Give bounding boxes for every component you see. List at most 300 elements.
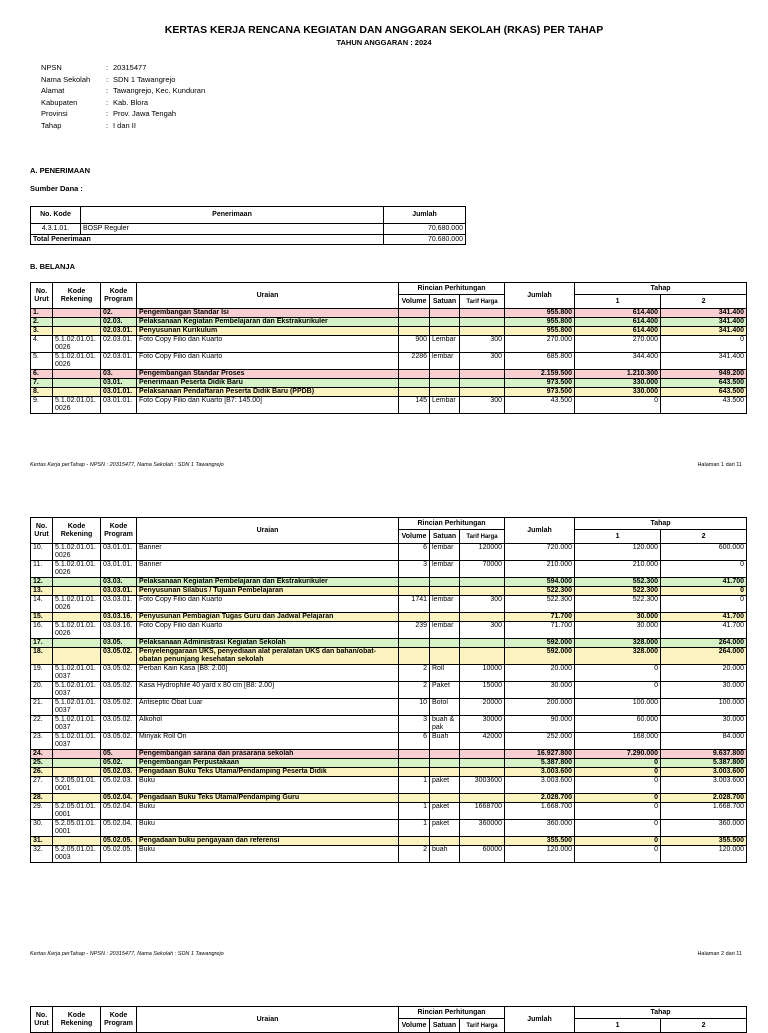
- uraian-cell: Pengembangan Perpustakaan: [137, 759, 399, 768]
- table-row: [31, 682, 747, 699]
- jumlah-cell: 685.800: [505, 353, 575, 370]
- kode-rekening-cell: 5.2.05.01.01.0003: [53, 846, 101, 863]
- jumlah-cell: 3.003.600: [505, 768, 575, 777]
- kode-program-cell: 02.: [101, 309, 137, 318]
- identity-key: Alamat: [41, 86, 65, 95]
- jumlah-cell: 1.668.700: [505, 803, 575, 820]
- kode-rekening-cell: 5.2.05.01.01.0001: [53, 820, 101, 837]
- header-tarif-harga: Tarif Harga: [460, 530, 505, 544]
- jumlah-cell: 2.159.500: [505, 370, 575, 379]
- kode-rekening-cell: [53, 370, 101, 379]
- satuan-cell: [430, 768, 460, 777]
- kode-rekening-cell: 5.1.02.01.01.0037: [53, 716, 101, 733]
- jumlah-cell: 2.028.700: [505, 794, 575, 803]
- tarif-harga-cell: [460, 587, 505, 596]
- tahap-1-cell: 0: [575, 665, 661, 682]
- table-row: [31, 846, 747, 863]
- kode-program-cell: 05.02.05.: [101, 837, 137, 846]
- kode-program-cell: 03.03.01.: [101, 587, 137, 596]
- kode-rekening-cell: [53, 327, 101, 336]
- no-urut-cell: 28.: [31, 794, 53, 803]
- uraian-cell: Pelaksanaan Administrasi Kegiatan Sekolah: [137, 639, 399, 648]
- header-tahap-1: 1: [575, 1019, 661, 1033]
- identity-key: NPSN: [41, 63, 62, 72]
- no-urut-cell: 7.: [31, 379, 53, 388]
- uraian-cell: Foto Copy Filio dan Kuarto [B7: 145.00]: [137, 397, 399, 414]
- uraian-cell: Pelaksanaan Kegiatan Pembelajaran dan Ekstrakurikuler: [137, 578, 399, 587]
- table-row: [31, 379, 747, 388]
- uraian-cell: Pengembangan sarana dan prasarana sekolah: [137, 750, 399, 759]
- uraian-cell: Banner: [137, 544, 399, 561]
- header-jumlah: Jumlah: [505, 283, 575, 309]
- uraian-cell: Pelaksanaan Pendaftaran Peserta Didik Baru (PPDB): [137, 388, 399, 397]
- kode-program-cell: 03.: [101, 370, 137, 379]
- kode-program-cell: 02.03.01.: [101, 336, 137, 353]
- satuan-cell: Lembar: [430, 397, 460, 414]
- jumlah-cell: 43.500: [505, 397, 575, 414]
- header-satuan: Satuan: [430, 530, 460, 544]
- section-b-heading: B. BELANJA: [30, 262, 76, 271]
- satuan-cell: [430, 759, 460, 768]
- volume-cell: 1: [399, 777, 430, 794]
- tahap-1-cell: 100.000: [575, 699, 661, 716]
- header-kode-program: Kode Program: [101, 1007, 137, 1033]
- uraian-cell: Pengadaan Buku Teks Utama/Pendamping Guru: [137, 794, 399, 803]
- table-row: [31, 224, 466, 235]
- no-urut-cell: 31.: [31, 837, 53, 846]
- kode-program-cell: 03.01.01.: [101, 397, 137, 414]
- kode-program-cell: 03.03.16.: [101, 613, 137, 622]
- header-tarif-harga: Tarif Harga: [460, 295, 505, 309]
- volume-cell: 2: [399, 665, 430, 682]
- tahap-1-cell: 0: [575, 768, 661, 777]
- no-urut-cell: 21.: [31, 699, 53, 716]
- tahap-2-cell: 0: [661, 561, 747, 578]
- tarif-harga-cell: [460, 648, 505, 665]
- identity-value: SDN 1 Tawangrejo: [113, 74, 176, 84]
- jumlah-cell: 360.000: [505, 820, 575, 837]
- kode-program-cell: 03.05.02.: [101, 733, 137, 750]
- tahap-1-cell: 0: [575, 846, 661, 863]
- header-uraian: Uraian: [137, 518, 399, 544]
- footer-page-number: Halaman 1 dari 11: [697, 462, 742, 468]
- volume-cell: 6: [399, 733, 430, 750]
- table-row: [31, 648, 747, 665]
- header-satuan: Satuan: [430, 295, 460, 309]
- kode-rekening-cell: 5.1.02.01.01.0037: [53, 682, 101, 699]
- satuan-cell: [430, 388, 460, 397]
- tahap-2-cell: 2.028.700: [661, 794, 747, 803]
- document-title: KERTAS KERJA RENCANA KEGIATAN DAN ANGGARAN SEKOLAH (RKAS) PER TAHAP: [164, 24, 604, 36]
- total-value: 70.680.000: [384, 235, 466, 245]
- kode-rekening-cell: 5.2.05.01.01.0001: [53, 803, 101, 820]
- kode-rekening-cell: 5.1.02.01.01.0026: [53, 353, 101, 370]
- tarif-harga-cell: 42000: [460, 733, 505, 750]
- satuan-cell: Paket: [430, 682, 460, 699]
- satuan-cell: paket: [430, 777, 460, 794]
- no-urut-cell: 4.: [31, 336, 53, 353]
- no-urut-cell: 6.: [31, 370, 53, 379]
- header-row: [31, 518, 747, 530]
- volume-cell: [399, 327, 430, 336]
- tahap-2-cell: 360.000: [661, 820, 747, 837]
- volume-cell: 3: [399, 716, 430, 733]
- kode-rekening-cell: [53, 648, 101, 665]
- uraian-cell: Penerimaan Peserta Didik Baru: [137, 379, 399, 388]
- header-no-kode: No. Kode: [31, 207, 81, 224]
- table-row: [31, 578, 747, 587]
- identity-key: Kabupaten: [41, 97, 78, 107]
- penerimaan-cell: BOSP Reguler: [81, 224, 384, 235]
- kode-program-cell: 03.01.01.: [101, 544, 137, 561]
- identity-row: [41, 98, 205, 110]
- satuan-cell: lembar: [430, 622, 460, 639]
- volume-cell: [399, 648, 430, 665]
- no-urut-cell: 1.: [31, 309, 53, 318]
- tahap-1-cell: 270.000: [575, 336, 661, 353]
- tahap-2-cell: 30.000: [661, 682, 747, 699]
- volume-cell: 900: [399, 336, 430, 353]
- footer-left: Kertas Kerja perTahap - NPSN : 20315477, Nama Sekolah : SDN 1 Tawangrejo: [30, 951, 224, 957]
- tahap-2-cell: 9.637.800: [661, 750, 747, 759]
- no-urut-cell: 2.: [31, 318, 53, 327]
- volume-cell: 145: [399, 397, 430, 414]
- tahap-1-cell: 0: [575, 682, 661, 699]
- volume-cell: 2: [399, 682, 430, 699]
- header-rincian-perhitungan: Rincian Perhitungan: [399, 1007, 505, 1019]
- satuan-cell: lembar: [430, 353, 460, 370]
- identity-row: [41, 121, 205, 133]
- identity-value: I dan II: [113, 120, 136, 130]
- identity-key: Provinsi: [41, 109, 68, 118]
- kode-rekening-cell: 5.1.02.01.01.0026: [53, 596, 101, 613]
- jumlah-cell: 270.000: [505, 336, 575, 353]
- satuan-cell: lembar: [430, 544, 460, 561]
- table-row: [31, 622, 747, 639]
- uraian-cell: Minyak Roll On: [137, 733, 399, 750]
- tarif-harga-cell: [460, 309, 505, 318]
- tarif-harga-cell: [460, 327, 505, 336]
- table-row: [31, 613, 747, 622]
- tarif-harga-cell: [460, 768, 505, 777]
- jumlah-cell: 16.927.800: [505, 750, 575, 759]
- tahap-1-cell: 30.000: [575, 622, 661, 639]
- kode-program-cell: 03.05.: [101, 639, 137, 648]
- kode-rekening-cell: [53, 639, 101, 648]
- satuan-cell: paket: [430, 803, 460, 820]
- tahap-2-cell: 41.700: [661, 622, 747, 639]
- volume-cell: 3: [399, 561, 430, 578]
- no-urut-cell: 23.: [31, 733, 53, 750]
- table-row: [31, 699, 747, 716]
- kode-program-cell: 03.05.02.: [101, 648, 137, 665]
- kode-rekening-cell: [53, 794, 101, 803]
- header-rincian-perhitungan: Rincian Perhitungan: [399, 518, 505, 530]
- no-urut-cell: 17.: [31, 639, 53, 648]
- identity-row: [41, 63, 205, 75]
- satuan-cell: [430, 750, 460, 759]
- uraian-cell: Pengembangan Standar Isi: [137, 309, 399, 318]
- tahap-2-cell: 43.500: [661, 397, 747, 414]
- table-row: [31, 327, 747, 336]
- volume-cell: 1: [399, 803, 430, 820]
- kode-program-cell: 05.02.05.: [101, 846, 137, 863]
- jumlah-cell: 30.000: [505, 682, 575, 699]
- kode-cell: 4.3.1.01.: [31, 224, 81, 235]
- kode-program-cell: 02.03.01.: [101, 327, 137, 336]
- tarif-harga-cell: 300: [460, 397, 505, 414]
- tahap-1-cell: 522.300: [575, 587, 661, 596]
- no-urut-cell: 16.: [31, 622, 53, 639]
- volume-cell: [399, 388, 430, 397]
- satuan-cell: Lembar: [430, 336, 460, 353]
- kode-program-cell: 03.05.02.: [101, 665, 137, 682]
- satuan-cell: [430, 639, 460, 648]
- satuan-cell: Roll: [430, 665, 460, 682]
- satuan-cell: lembar: [430, 596, 460, 613]
- belanja-table-page3: [30, 1006, 747, 1033]
- header-jumlah: Jumlah: [505, 518, 575, 544]
- funding-source-label: Sumber Dana :: [30, 184, 83, 193]
- table-row: [31, 768, 747, 777]
- header-jumlah: Jumlah: [384, 207, 466, 224]
- kode-program-cell: 03.05.02.: [101, 699, 137, 716]
- header-kode-program: Kode Program: [101, 518, 137, 544]
- kode-program-cell: 02.03.01.: [101, 353, 137, 370]
- identity-row: [41, 86, 205, 98]
- jumlah-cell: 592.000: [505, 648, 575, 665]
- identity-colon: :: [105, 86, 109, 95]
- kode-rekening-cell: [53, 388, 101, 397]
- table-row: [31, 370, 747, 379]
- total-row: [31, 235, 466, 245]
- header-tahap: Tahap: [575, 1007, 747, 1019]
- tahap-2-cell: 20.000: [661, 665, 747, 682]
- volume-cell: [399, 759, 430, 768]
- uraian-cell: Foto Copy Filio dan Kuarto: [137, 336, 399, 353]
- uraian-cell: Kasa Hydrophile 40 yard x 80 cm [B8: 2.00]: [137, 682, 399, 699]
- uraian-cell: Penyusunan Pembagian Tugas Guru dan Jadwal Pelajaran: [137, 613, 399, 622]
- volume-cell: 6: [399, 544, 430, 561]
- jumlah-cell: 20.000: [505, 665, 575, 682]
- header-tahap: Tahap: [575, 518, 747, 530]
- header-tahap-1: 1: [575, 295, 661, 309]
- satuan-cell: [430, 578, 460, 587]
- tahap-2-cell: 0: [661, 596, 747, 613]
- tahap-1-cell: 0: [575, 397, 661, 414]
- kode-rekening-cell: 5.1.02.01.01.0037: [53, 733, 101, 750]
- jumlah-cell: 3.003.600: [505, 777, 575, 794]
- tahap-1-cell: 614.400: [575, 318, 661, 327]
- no-urut-cell: 25.: [31, 759, 53, 768]
- tahap-1-cell: 328.000: [575, 648, 661, 665]
- kode-rekening-cell: 5.1.02.01.01.0026: [53, 336, 101, 353]
- identity-row: [41, 109, 205, 121]
- no-urut-cell: 18.: [31, 648, 53, 665]
- jumlah-cell: 210.000: [505, 561, 575, 578]
- tahap-2-cell: 5.387.800: [661, 759, 747, 768]
- volume-cell: [399, 794, 430, 803]
- tahap-1-cell: 30.000: [575, 613, 661, 622]
- table-row: [31, 561, 747, 578]
- tarif-harga-cell: 1668700: [460, 803, 505, 820]
- identity-colon: :: [105, 74, 109, 84]
- header-row: [31, 1007, 747, 1019]
- table-row: [31, 794, 747, 803]
- table-row: [31, 388, 747, 397]
- header-tahap-1: 1: [575, 530, 661, 544]
- tarif-harga-cell: [460, 639, 505, 648]
- volume-cell: 10: [399, 699, 430, 716]
- satuan-cell: [430, 587, 460, 596]
- satuan-cell: [430, 370, 460, 379]
- table-row: [31, 733, 747, 750]
- uraian-cell: Penyusunan Silabus / Tujuan Pembelajaran: [137, 587, 399, 596]
- kode-rekening-cell: 5.2.05.01.01.0001: [53, 777, 101, 794]
- kode-program-cell: 02.03.: [101, 318, 137, 327]
- uraian-cell: Perban Kain Kasa [B8: 2.00]: [137, 665, 399, 682]
- volume-cell: 239: [399, 622, 430, 639]
- school-identity-table: [41, 63, 205, 132]
- tahap-2-cell: 341.400: [661, 309, 747, 318]
- kode-program-cell: 05.02.03.: [101, 768, 137, 777]
- header-tahap: Tahap: [575, 283, 747, 295]
- tarif-harga-cell: [460, 759, 505, 768]
- jumlah-cell: 592.000: [505, 639, 575, 648]
- kode-rekening-cell: [53, 750, 101, 759]
- kode-program-cell: 03.03.01.: [101, 596, 137, 613]
- tarif-harga-cell: 70000: [460, 561, 505, 578]
- table-row: [31, 750, 747, 759]
- kode-rekening-cell: [53, 759, 101, 768]
- satuan-cell: [430, 318, 460, 327]
- jumlah-cell: 252.000: [505, 733, 575, 750]
- header-kode-rekening: Kode Rekening: [53, 283, 101, 309]
- tahap-1-cell: 120.000: [575, 544, 661, 561]
- volume-cell: 1741: [399, 596, 430, 613]
- no-urut-cell: 32.: [31, 846, 53, 863]
- identity-value: 20315477: [113, 63, 147, 72]
- header-tahap-2: 2: [661, 1019, 747, 1033]
- uraian-cell: Buku: [137, 803, 399, 820]
- tahap-2-cell: 3.003.600: [661, 768, 747, 777]
- volume-cell: [399, 587, 430, 596]
- tahap-1-cell: 1.210.300: [575, 370, 661, 379]
- volume-cell: [399, 768, 430, 777]
- tarif-harga-cell: [460, 578, 505, 587]
- satuan-cell: [430, 309, 460, 318]
- uraian-cell: Pengadaan buku pengayaan dan referensi: [137, 837, 399, 846]
- jumlah-cell: 594.000: [505, 578, 575, 587]
- no-urut-cell: 26.: [31, 768, 53, 777]
- kode-rekening-cell: [53, 768, 101, 777]
- tahap-2-cell: 120.000: [661, 846, 747, 863]
- footer-left: Kertas Kerja perTahap - NPSN : 20315477, Nama Sekolah : SDN 1 Tawangrejo: [30, 462, 224, 468]
- no-urut-cell: 13.: [31, 587, 53, 596]
- tarif-harga-cell: [460, 837, 505, 846]
- tahap-2-cell: 643.500: [661, 379, 747, 388]
- kode-rekening-cell: [53, 578, 101, 587]
- uraian-cell: Penyelenggaraan UKS, penyediaan alat peralatan UKS dan bahan/obat-obatan penunjang kesehatan sekolah: [137, 648, 399, 665]
- no-urut-cell: 22.: [31, 716, 53, 733]
- kode-rekening-cell: [53, 837, 101, 846]
- satuan-cell: Botol: [430, 699, 460, 716]
- tarif-harga-cell: 3003600: [460, 777, 505, 794]
- jumlah-cell: 90.000: [505, 716, 575, 733]
- satuan-cell: [430, 327, 460, 336]
- jumlah-cell: 955.800: [505, 318, 575, 327]
- belanja-table-page1: [30, 282, 747, 414]
- header-volume: Volume: [399, 530, 430, 544]
- kode-rekening-cell: [53, 587, 101, 596]
- header-tarif-harga: Tarif Harga: [460, 1019, 505, 1033]
- tahap-2-cell: 100.000: [661, 699, 747, 716]
- kode-rekening-cell: 5.1.02.01.01.0026: [53, 544, 101, 561]
- satuan-cell: buah: [430, 846, 460, 863]
- kode-rekening-cell: [53, 613, 101, 622]
- tahap-2-cell: 30.000: [661, 716, 747, 733]
- jumlah-cell: 973.500: [505, 388, 575, 397]
- kode-rekening-cell: [53, 309, 101, 318]
- header-no-urut: No. Urut: [31, 518, 53, 544]
- header-kode-rekening: Kode Rekening: [53, 1007, 101, 1033]
- jumlah-cell: 720.000: [505, 544, 575, 561]
- uraian-cell: Foto Copy Filio dan Kuarto: [137, 353, 399, 370]
- identity-value: Tawangrejo, Kec. Kunduran: [113, 86, 206, 95]
- kode-program-cell: 03.01.01.: [101, 388, 137, 397]
- tahap-1-cell: 330.000: [575, 388, 661, 397]
- header-jumlah: Jumlah: [505, 1007, 575, 1033]
- tarif-harga-cell: 15000: [460, 682, 505, 699]
- tahap-1-cell: 0: [575, 820, 661, 837]
- tahap-2-cell: 0: [661, 587, 747, 596]
- tarif-harga-cell: [460, 370, 505, 379]
- tahap-2-cell: 355.500: [661, 837, 747, 846]
- identity-key: Tahap: [41, 120, 62, 130]
- table-row: [31, 353, 747, 370]
- table-row: [31, 777, 747, 794]
- tarif-harga-cell: 300: [460, 353, 505, 370]
- tahap-1-cell: 522.300: [575, 596, 661, 613]
- identity-key: Nama Sekolah: [41, 74, 91, 84]
- table-row: [31, 759, 747, 768]
- no-urut-cell: 10.: [31, 544, 53, 561]
- identity-value: Prov. Jawa Tengah: [113, 109, 177, 118]
- no-urut-cell: 30.: [31, 820, 53, 837]
- kode-program-cell: 05.02.03.: [101, 777, 137, 794]
- header-volume: Volume: [399, 1019, 430, 1033]
- tarif-harga-cell: 10000: [460, 665, 505, 682]
- no-urut-cell: 9.: [31, 397, 53, 414]
- no-urut-cell: 14.: [31, 596, 53, 613]
- tahap-1-cell: 0: [575, 794, 661, 803]
- jumlah-cell: 955.800: [505, 327, 575, 336]
- table-row: [31, 587, 747, 596]
- header-penerimaan: Penerimaan: [81, 207, 384, 224]
- kode-rekening-cell: 5.1.02.01.01.0026: [53, 561, 101, 578]
- volume-cell: [399, 750, 430, 759]
- tarif-harga-cell: 360000: [460, 820, 505, 837]
- belanja-table-page2: [30, 517, 747, 863]
- no-urut-cell: 19.: [31, 665, 53, 682]
- tahap-2-cell: 264.000: [661, 639, 747, 648]
- tahap-1-cell: 0: [575, 777, 661, 794]
- tahap-1-cell: 614.400: [575, 309, 661, 318]
- header-no-urut: No. Urut: [31, 1007, 53, 1033]
- tarif-harga-cell: [460, 750, 505, 759]
- section-a-heading: A. PENERIMAAN: [30, 166, 91, 175]
- tahap-2-cell: 600.000: [661, 544, 747, 561]
